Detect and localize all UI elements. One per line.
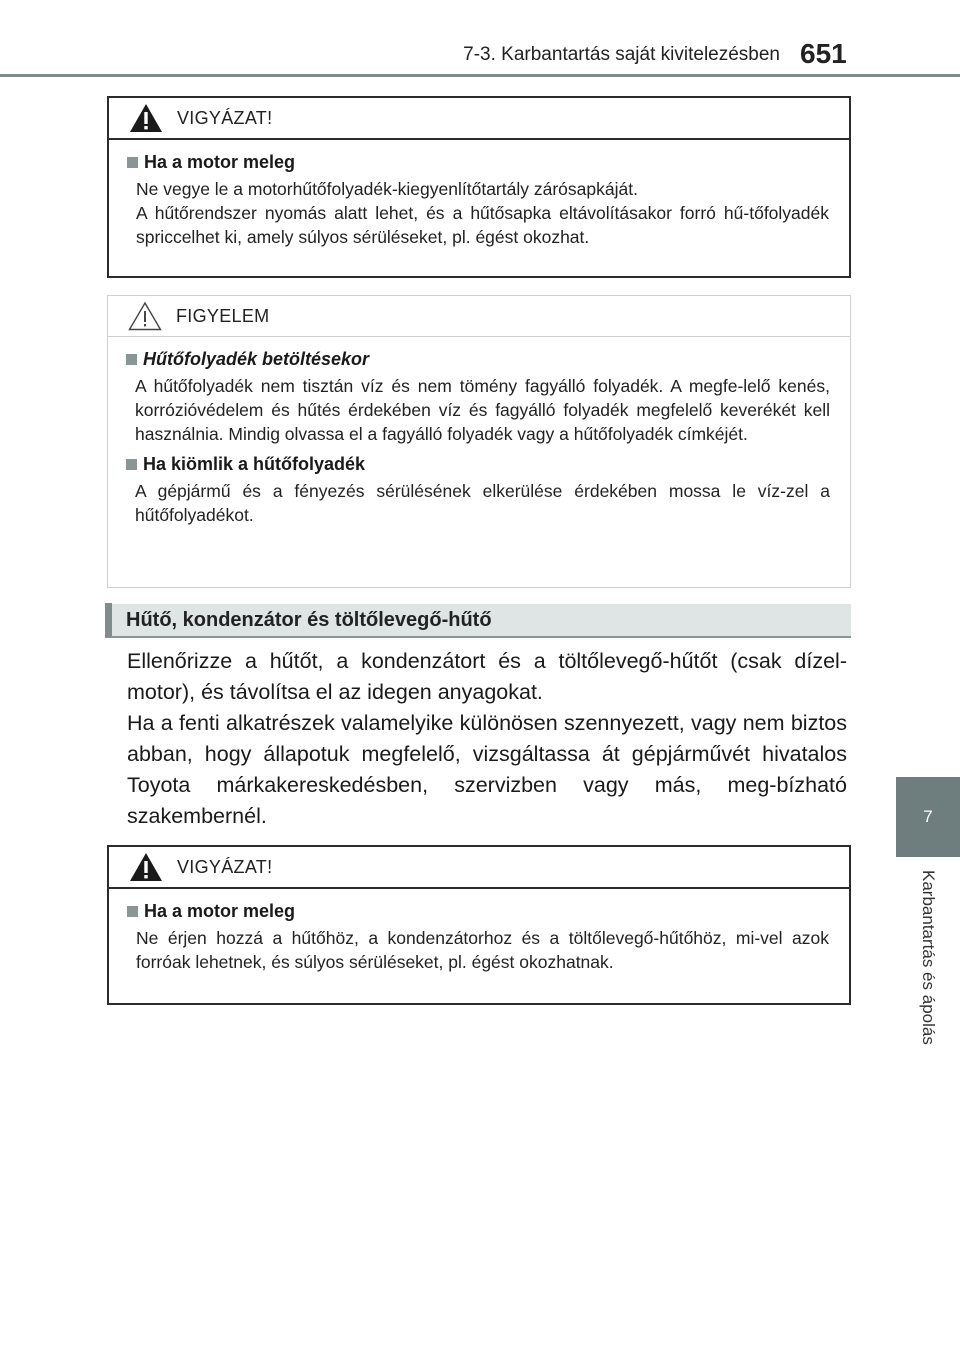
- warning-item-text: [127, 926, 829, 974]
- notice-item-line: A hűtőfolyadék nem tisztán víz és nem tömény fagyálló folyadék. A megfe-lelő kenés, korrózióvédelem és hűtés érdekében víz és fagyálló folyadék megfelelő keverékét kell használnia. Mindig olvassa el a fagyálló folyadék vagy a hűtőfolyadék címkéjét.: [135, 376, 830, 444]
- warning-triangle-icon: [129, 103, 163, 133]
- notice-item-title-text: Ha kiömlik a hűtőfolyadék: [143, 454, 366, 474]
- section-body: [127, 646, 847, 832]
- warning-label: VIGYÁZAT!: [177, 107, 273, 128]
- header-section-title: 7-3. Karbantartás saját kivitelezésben: [463, 44, 780, 65]
- bullet-square-icon: [126, 459, 137, 470]
- header-rule: [0, 74, 960, 77]
- warning-box-2: [107, 845, 851, 1005]
- notice-item-text: [126, 479, 830, 527]
- warning-item-line: Ne vegye le a motorhűtőfolyadék-kiegyenlítőtartály zárósapkáját.: [136, 179, 638, 199]
- chapter-title-vertical: Karbantartás és ápolás: [919, 870, 938, 1045]
- warning-label: VIGYÁZAT!: [177, 856, 273, 877]
- notice-item-title: [126, 349, 830, 370]
- warning-box-1: [107, 96, 851, 278]
- warning-item-title: [127, 152, 829, 173]
- warning-item-title: [127, 901, 829, 922]
- warning-item-title-text: Ha a motor meleg: [144, 901, 296, 921]
- section-paragraph: Ellenőrizze a hűtőt, a kondenzátort és a töltőlevegő-hűtőt (csak dízel-motor), és távolítsa el az idegen anyagokat.: [127, 649, 847, 704]
- notice-box-body: [108, 337, 850, 549]
- warning-item-title-text: Ha a motor meleg: [144, 152, 296, 172]
- warning-box-body: [109, 889, 849, 996]
- warning-triangle-icon: [129, 852, 163, 882]
- section-paragraph: Ha a fenti alkatrészek valamelyike különösen szennyezett, vagy nem biztos abban, hogy állapotuk megfelelő, vizsgáltassa át gépjárművét hivatalos Toyota márkakereskedésben, szervizben vagy más, meg-bízható szakembernél.: [127, 711, 847, 828]
- bullet-square-icon: [126, 354, 137, 365]
- notice-box-header: [108, 296, 850, 337]
- section-heading-title: Hűtő, kondenzátor és töltőlevegő-hűtő: [126, 608, 492, 631]
- warning-item: [127, 901, 829, 974]
- warning-box-header: [109, 98, 849, 140]
- section-heading-accent: [105, 603, 112, 637]
- warning-item-text: [127, 177, 829, 249]
- bullet-square-icon: [127, 157, 138, 168]
- warning-item-line: Ne érjen hozzá a hűtőhöz, a kondenzátorhoz és a töltőlevegő-hűtőhöz, mi-vel azok forróak lehetnek, és súlyos sérüléseket, pl. égést okozhatnak.: [136, 928, 829, 972]
- chapter-tab: [896, 777, 960, 857]
- warning-item-line: A hűtőrendszer nyomás alatt lehet, és a hűtősapka eltávolításakor forró hű-tőfolyadék spriccelhet ki, amely súlyos sérüléseket, pl. égést okozhat.: [136, 203, 829, 247]
- section-heading: [105, 604, 851, 638]
- notice-item-line: A gépjármű és a fényezés sérülésének elkerülése érdekében mossa le víz-zel a hűtőfolyadékot.: [135, 481, 830, 525]
- chapter-number: 7: [923, 807, 933, 826]
- notice-item: [126, 454, 830, 527]
- bullet-square-icon: [127, 906, 138, 917]
- notice-label: FIGYELEM: [176, 305, 270, 326]
- notice-item-title: [126, 454, 830, 475]
- warning-box-body: [109, 140, 849, 271]
- notice-item-text: [126, 374, 830, 446]
- page-number: 651: [800, 38, 847, 69]
- notice-item-title-text: Hűtőfolyadék betöltésekor: [143, 349, 370, 369]
- notice-item: [126, 349, 830, 446]
- notice-box: [107, 295, 851, 588]
- warning-item: [127, 152, 829, 249]
- warning-box-header: [109, 847, 849, 889]
- caution-triangle-outline-icon: [128, 301, 162, 331]
